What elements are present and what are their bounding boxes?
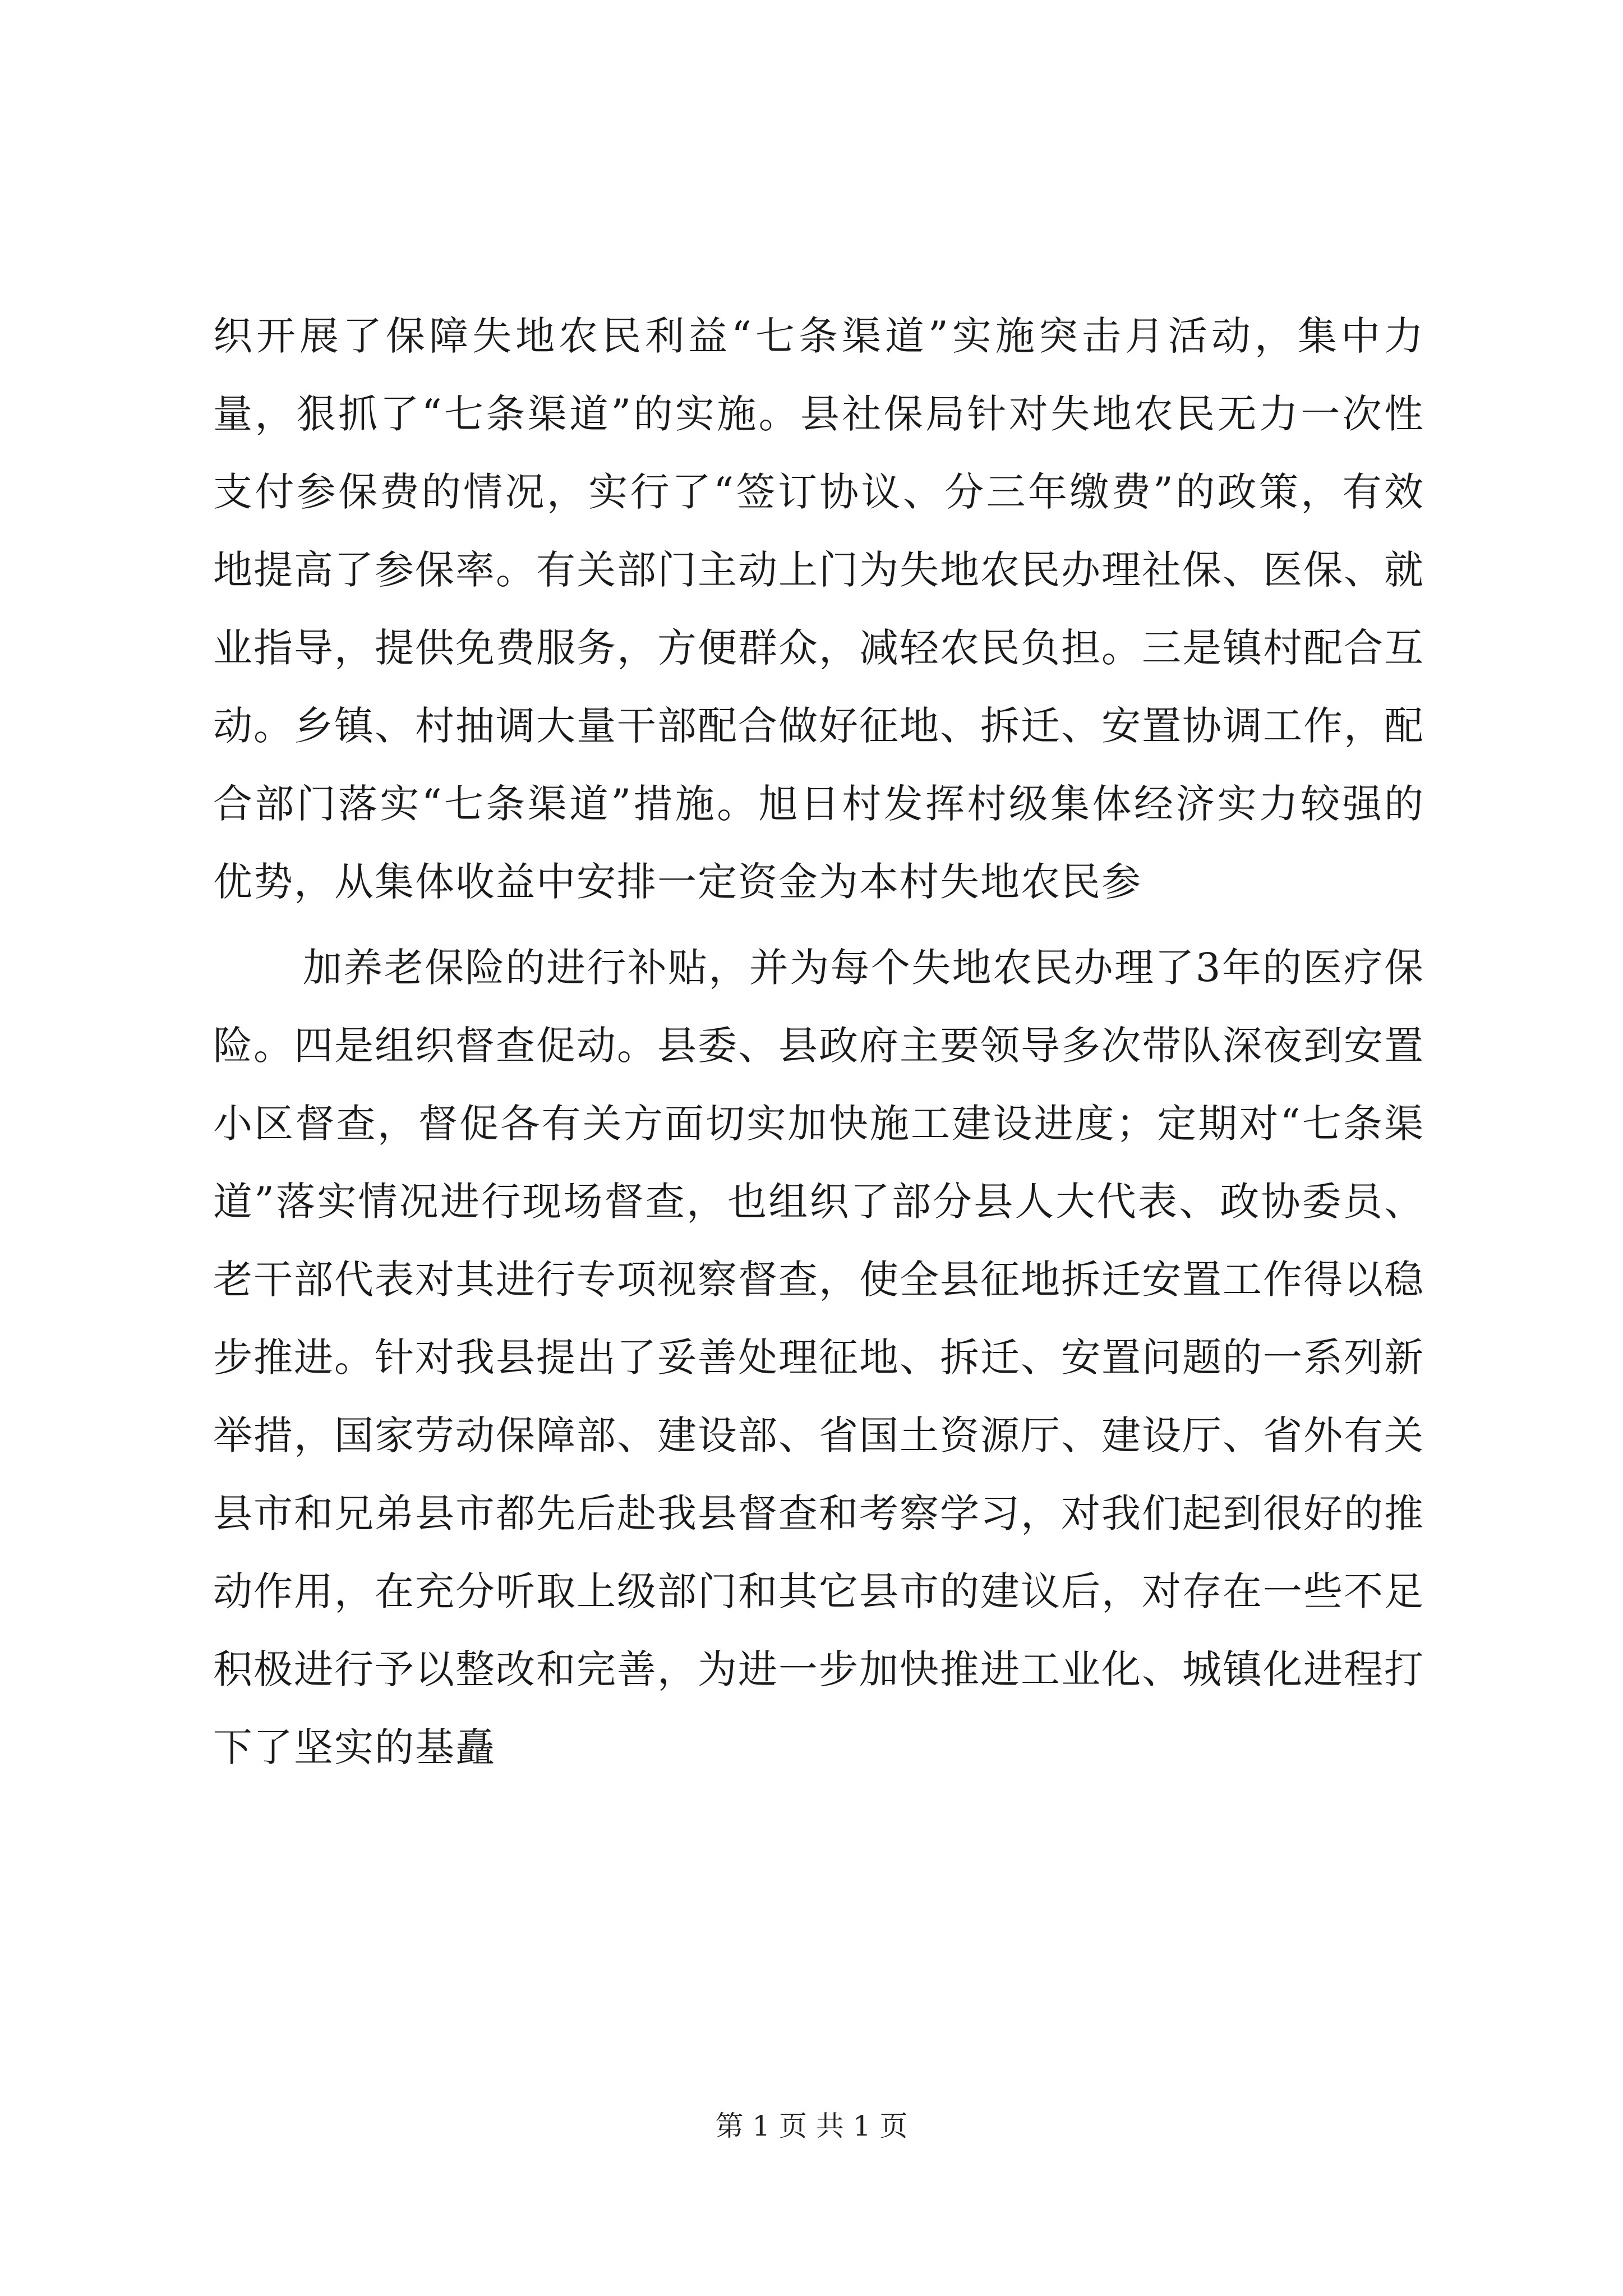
document-body: [213, 297, 1424, 1787]
paragraph-2: 加养老保险的进行补贴，并为每个失地农民办理了3年的医疗保险。四是组织督查促动。县委、县政府主要领导多次带队深夜到安置小区督查，督促各有关方面切实加快施工建设进度；定期对“七条渠道”落实情况进行现场督查，也组织了部分县人大代表、政协委员、老干部代表对其进行专项视察督查，使全县征地拆迁安置工作得以稳步推进。针对我县提出了妥善处理征地、拆迁、安置问题的一系列新举措，国家劳动保障部、建设部、省国土资源厅、建设厅、省外有关县市和兄弟县市都先后赴我县督查和考察学习，对我们起到很好的推动作用，在充分听取上级部门和其它县市的建议后，对存在一些不足积极进行予以整改和完善，为进一步加快推进工业化、城镇化进程打下了坚实的基矗: [213, 945, 1424, 1770]
paragraph-1: 织开展了保障失地农民利益“七条渠道”实施突击月活动，集中力量，狠抓了“七条渠道”的实施。县社保局针对失地农民无力一次性支付参保费的情况，实行了“签订协议、分三年缴费”的政策，有效地提高了参保率。有关部门主动上门为失地农民办理社保、医保、就业指导，提供免费服务，方便群众，减轻农民负担。三是镇村配合互动。乡镇、村抽调大量干部配合做好征地、拆迁、安置协调工作，配合部门落实“七条渠道”措施。旭日村发挥村级集体经济实力较强的优势，从集体收益中安排一定资金为本村失地农民参: [213, 313, 1424, 905]
page-footer: 第 1 页 共 1 页: [715, 2110, 908, 2142]
